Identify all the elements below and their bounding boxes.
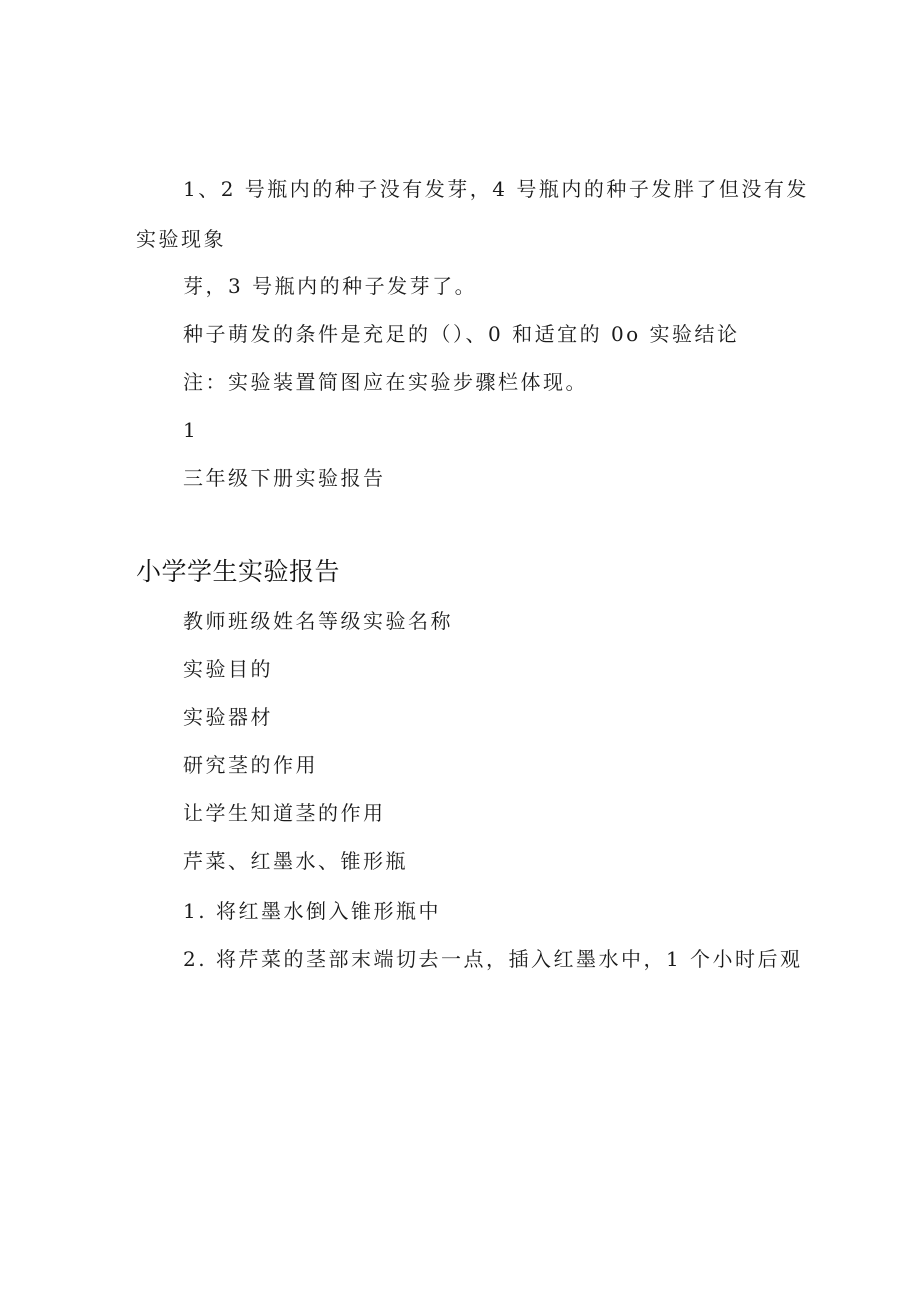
experiment-name: 研究茎的作用: [183, 753, 318, 777]
page-number: 1: [183, 418, 199, 442]
phenomenon-label: 实验现象: [136, 227, 226, 251]
conclusion-line: 种子萌发的条件是充足的（）、0 和适宜的 0o 实验结论: [183, 322, 740, 346]
step-1: 1. 将红墨水倒入锥形瓶中: [183, 899, 441, 923]
step-2: 2. 将芹菜的茎部末端切去一点，插入红墨水中，1 个小时后观: [183, 947, 803, 971]
fields-line: 教师班级姓名等级实验名称: [183, 609, 453, 633]
phenomenon-line-2: 芽，3 号瓶内的种子发芽了。: [183, 274, 478, 298]
equipment-value: 芹菜、红墨水、锥形瓶: [183, 849, 408, 873]
report-title: 小学学生实验报告: [136, 557, 341, 586]
purpose-label: 实验目的: [183, 657, 273, 681]
purpose-value: 让学生知道茎的作用: [183, 801, 386, 825]
equipment-label: 实验器材: [183, 705, 273, 729]
note-line: 注：实验装置简图应在实验步骤栏体现。: [183, 370, 588, 394]
phenomenon-line-1: 1、2 号瓶内的种子没有发芽，4 号瓶内的种子发胖了但没有发: [183, 177, 809, 201]
footer-title: 三年级下册实验报告: [183, 466, 386, 490]
